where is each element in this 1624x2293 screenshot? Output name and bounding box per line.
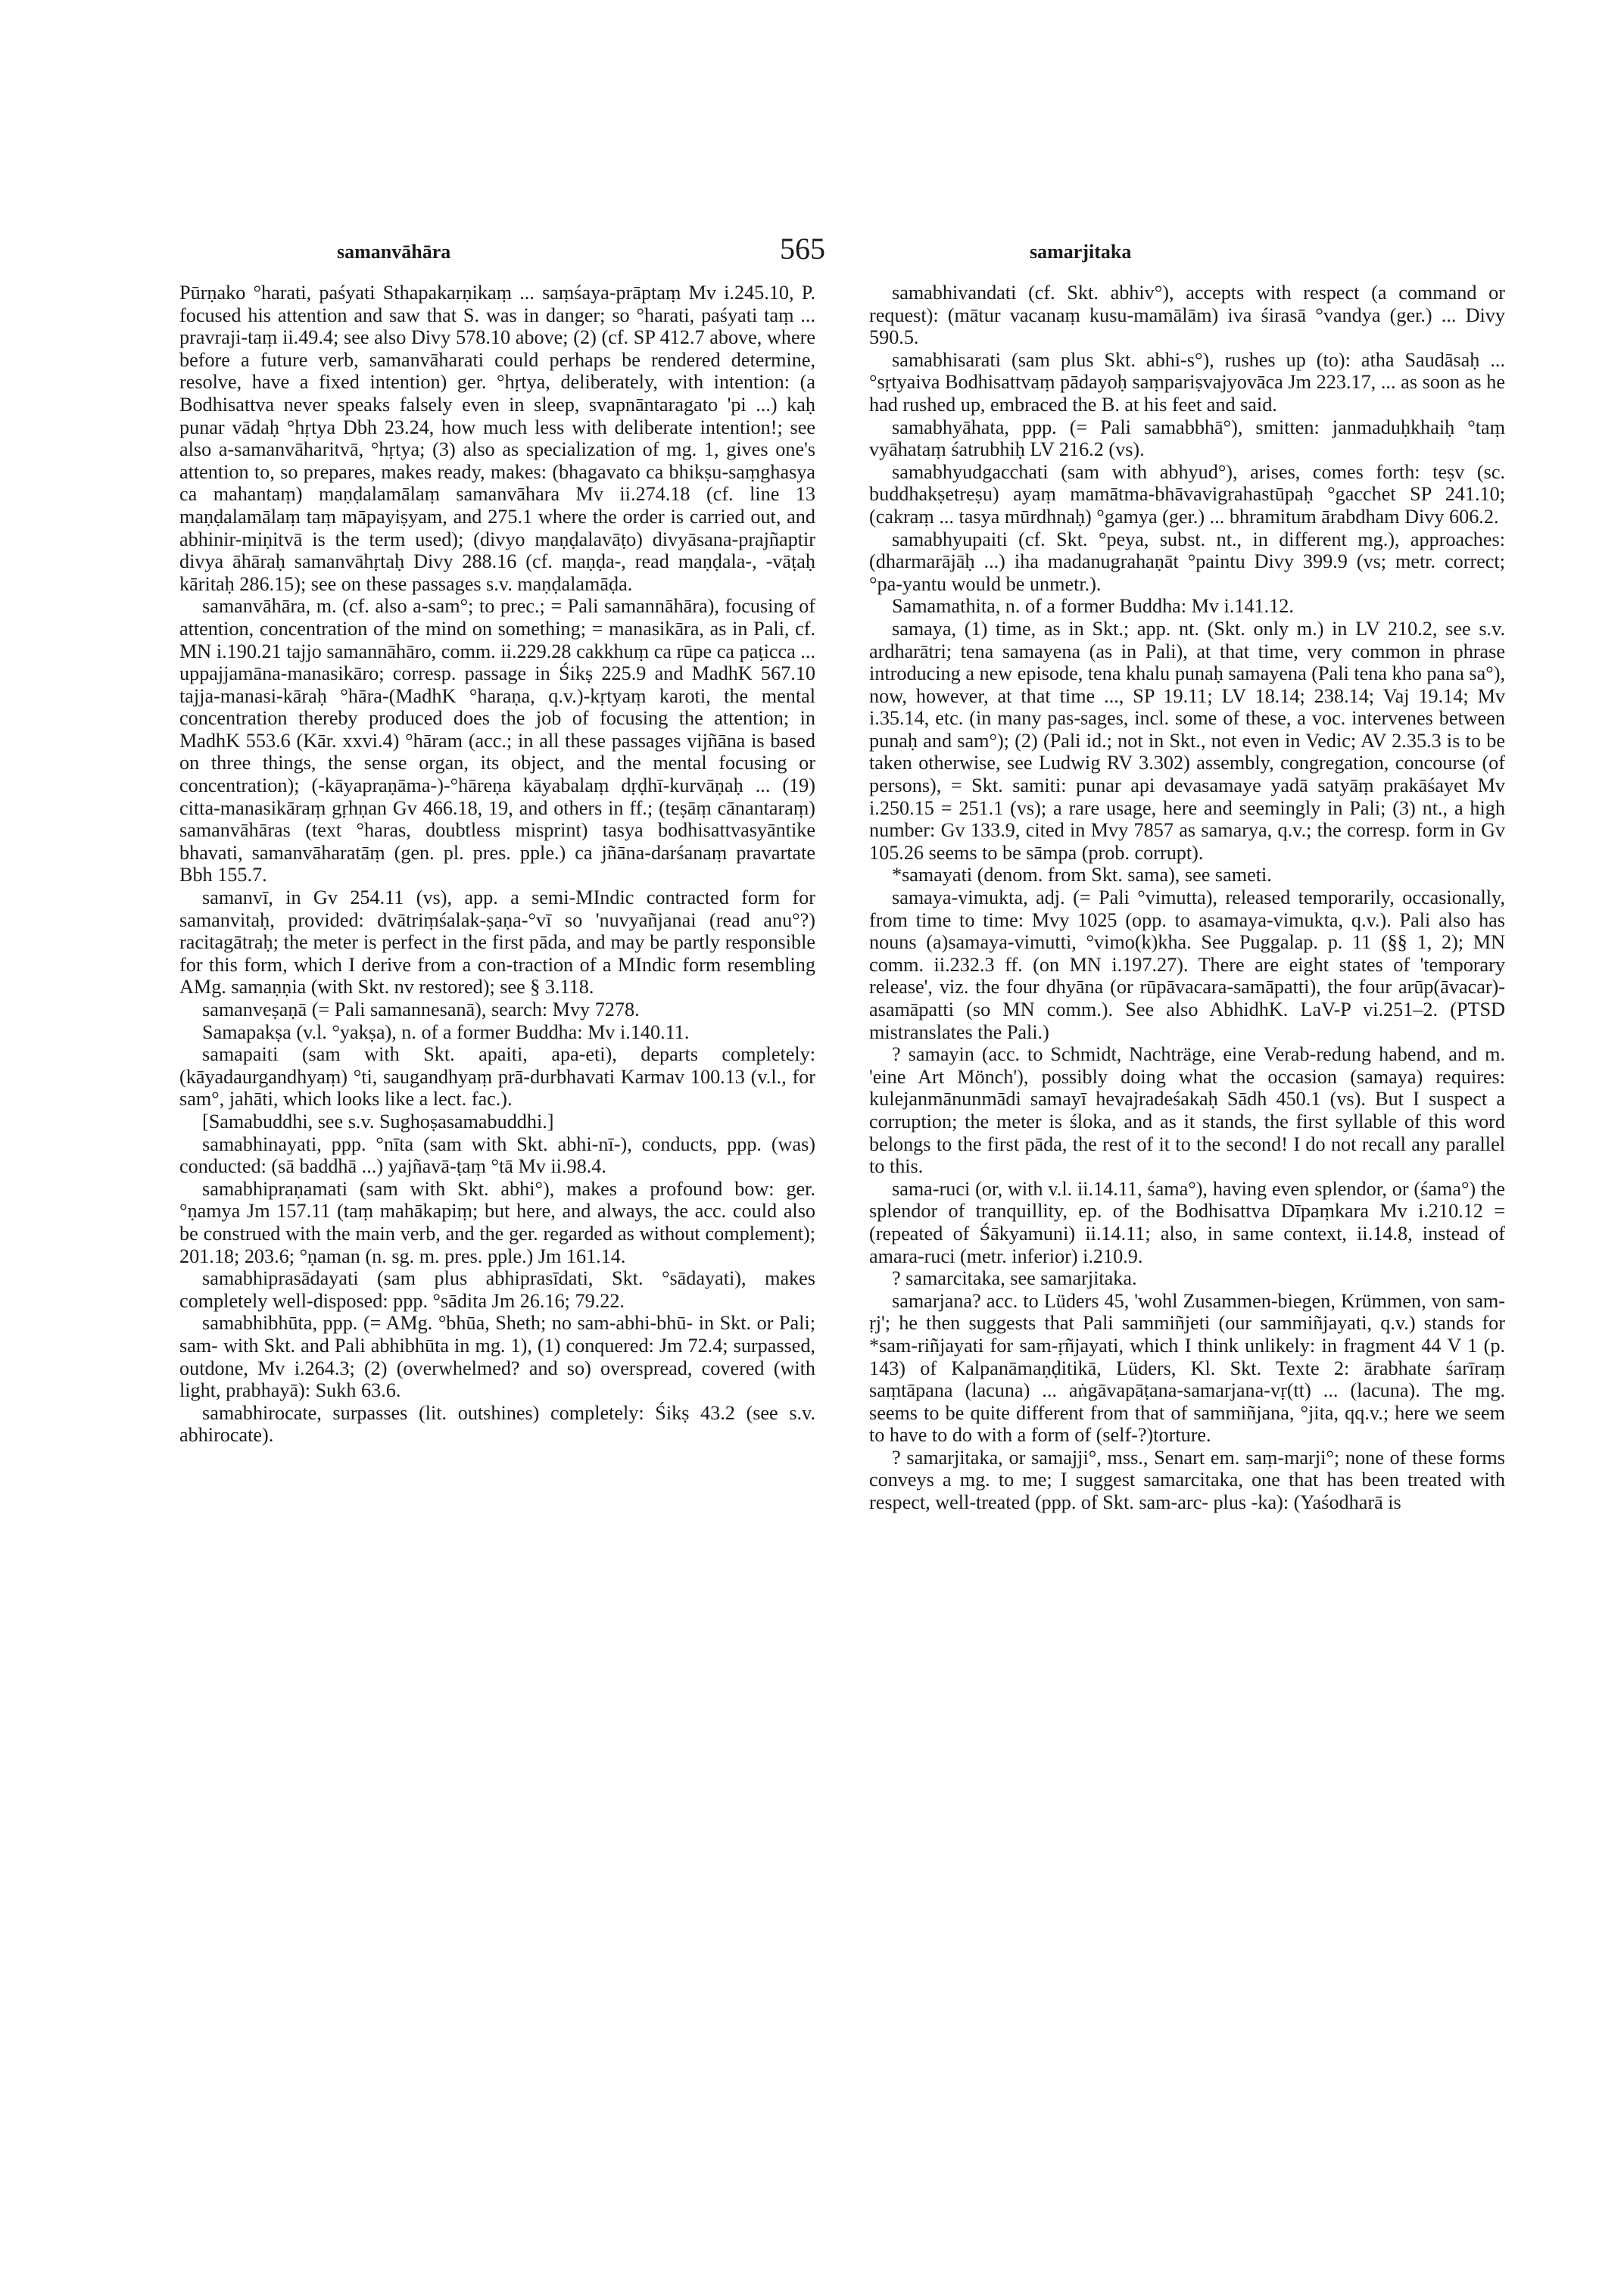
dictionary-entry: samanvī, in Gv 254.11 (vs), app. a semi-MIndic contracted form for samanvitaḥ, provided: dvātriṃśalak-ṣaṇa-°vī so 'nuvyañjanai (read anu°?) racitagātraḥ; the meter is perfect in the first pāda, and may be partly responsible for this form, which I derive from a con-traction of a MIndic form resembling AMg. samaṇṇia (with Skt. nv restored); see § 3.118. (179, 886, 815, 999)
dictionary-entry: ? samarjitaka, or samajji°, mss., Senart em. saṃ-marji°; none of these forms conveys a mg. to me; I suggest samarcitaka, one that has been treated with respect, well-treated (ppp. of Skt. sam-arc- plus -ka): (Yaśodharā is (869, 1446, 1505, 1514)
dictionary-entry: samabhiprasādayati (sam plus abhiprasīdati, Skt. °sādayati), makes completely well-disposed: ppp. °sādita Jm 26.16; 79.22. (179, 1267, 815, 1312)
dictionary-entry: ? samayin (acc. to Schmidt, Nachträge, eine Verab-redung habend, and m. 'eine Art Mönch'), possibly doing what the occasion (samaya) requires: kulejanmānunmādi samayī hevajradeśakaḥ Sādh 450.1 (vs). But I suspect a corruption; the meter is śloka, and as it stands, the first syllable of this word belongs to the first pāda, the rest of it to the second! I do not recall any parallel to this. (869, 1043, 1505, 1178)
page-number: 565 (780, 232, 825, 266)
dictionary-entry: *samayati (denom. from Skt. sama), see sameti. (892, 864, 1272, 886)
dictionary-entry: samabhipraṇamati (sam with Skt. abhi°), makes a profound bow: ger. °ṇamya Jm 157.11 (taṃ mahākapiṃ; but here, and always, the acc. could also be construed with the main verb, and the ger. regarded as without complement); 201.18; 203.6; °ṇaman (n. sg. m. pres. pple.) Jm 161.14. (179, 1177, 815, 1267)
dictionary-entry: Samamathita, n. of a former Buddha: Mv i.141.12. (892, 595, 1294, 618)
dictionary-entry: samaya-vimukta, adj. (= Pali °vimutta), released temporarily, occasionally, from time to time: Mvy 1025 (opp. to asamaya-vimukta, q.v.). Pali also has nouns (a)samaya-vimutti, °vimo(k)kha. See Puggalap. p. 11 (§§ 1, 2); MN comm. ii.232.3 ff. (on MN i.197.27). There are eight states of 'temporary release', viz. the four dhyāna (or rūpāvacara-samāpatti), the four arūp(āvacar)-asamāpatti (so MN comm.). See also AbhidhK. LaV-P vi.251–2. (PTSD mistranslates the Pali.) (869, 886, 1505, 1043)
dictionary-entry: samabhivandati (cf. Skt. abhiv°), accepts with respect (a command or request): (mātur vacanaṃ kusu-mamālām) iva śirasā °vandya (ger.) ... Divy 590.5. (869, 282, 1505, 349)
dictionary-entry: ? samarcitaka, see samarjitaka. (892, 1267, 1137, 1290)
dictionary-entry: samabhyāhata, ppp. (= Pali samabbhā°), smitten: janmaduḥkhaiḥ °taṃ vyāhataṃ śatrubhiḥ LV 216.2 (vs). (869, 416, 1505, 461)
left-column (179, 282, 815, 1447)
dictionary-entry: sama-ruci (or, with v.l. ii.14.11, śama°), having even splendor, or (śama°) the splendor of tranquillity, ep. of the Bodhisattva Dīpaṃkara Mv i.210.12 = (repeated of Śākyamuni) ii.14.11; also, in same context, ii.14.8, instead of amara-ruci (metr. inferior) i.210.9. (869, 1177, 1505, 1267)
dictionary-entry: samabhinayati, ppp. °nīta (sam with Skt. abhi-nī-), conducts, ppp. (was) conducted: (sā baddhā ...) yajñavā-ṭaṃ °tā Mv ii.98.4. (179, 1132, 815, 1178)
dictionary-entry: [Samabuddhi, see s.v. Sughoṣasamabuddhi.] (202, 1110, 554, 1132)
header-left-guideword: samanvāhāra (337, 241, 451, 263)
dictionary-entry: samapaiti (sam with Skt. apaiti, apa-eti), departs completely: (kāyadaurgandhyaṃ) °ti, saugandhyaṃ prā-durbhavati Karmav 100.13 (v.l., for sam°, jahāti, which looks like a lect. fac.). (179, 1043, 815, 1111)
dictionary-entry: samabhisarati (sam plus Skt. abhi-s°), rushes up (to): atha Saudāsaḥ ... °sṛtyaiva Bodhisattvaṃ pādayoḥ saṃpariṣvajyovāca Jm 223.17, ... as soon as he had rushed up, embraced the B. at his feet and said. (869, 348, 1505, 416)
dictionary-entry: samabhyupaiti (cf. Skt. °peya, subst. nt., in different mg.), approaches: (dharmarājāḥ ...) iha madanugrahaṇāt °paintu Divy 399.9 (vs; metr. correct; °pa-yantu would be unmetr.). (869, 528, 1505, 595)
dictionary-entry: Pūrṇako °harati, paśyati Sthapakarṇikaṃ ... saṃśaya-prāptaṃ Mv i.245.10, P. focused his attention and saw that S. was in danger; so °harati, paśyati taṃ ... pravraji-taṃ ii.49.4; see also Divy 578.10 above; (2) (cf. SP 412.7 above, where before a future verb, samanvāharati could perhaps be rendered determine, resolve, have a fixed intention) ger. °hṛtya, deliberately, with intention: (a Bodhisattva never speaks falsely even in sleep, svapnāntaragato 'pi ...) kaḥ punar vādaḥ °hṛtya Dbh 23.24, how much less with deliberate intention!; see also a-samanvāharitvā, °hṛtya; (3) also as specialization of mg. 1, gives one's attention to, so prepares, makes ready, makes: (bhagavato ca bhikṣu-saṃghasya ca mahantaṃ) maṇḍalamālaṃ samanvāhara Mv ii.274.18 (cf. line 13 maṇḍalamālaṃ taṃ māpayiṣyam, and 275.1 where the order is carried out, and abhinir-miṇitvā is the term used); (divyo maṇḍalavāṭo) divyāsana-prajñaptir divya āhāraḥ samanvāhṛtaḥ Divy 288.16 (cf. maṇḍa-, read maṇḍala-, -vāṭaḥ kāritaḥ 286.15); see on these passages s.v. maṇḍalamāḍa. (179, 282, 815, 595)
dictionary-entry: samanvāhāra, m. (cf. also a-sam°; to prec.; = Pali samannāhāra), focusing of attention, concentration of the mind on something; = manasikāra, as in Pali, cf. MN i.190.21 tajjo samannāhāro, comm. ii.229.28 cakkhuṃ ca rūpe ca paṭicca ... uppajjamāna-manasikāro; corresp. passage in Śikṣ 225.9 and MadhK 567.10 tajja-manasi-kāraḥ °hāra-(MadhK °haraṇa, q.v.)-kṛtyaṃ karoti, the mental concentration thereby produced does the job of focusing the attention; in MadhK 553.6 (Kār. xxvi.4) °hāram (acc.; in all these passages vijñāna is based on three things, the sense organ, its object, and the mental focusing or concentration); (-kāyapraṇāma-)-°hāreṇa kāyabalaṃ dṛḍhī-kurvāṇaḥ ... (19) citta-manasikāraṃ gṛhṇan Gv 466.18, 19, and others in ff.; (teṣāṃ cānantaraṃ) samanvāhāras (text °haras, doubtless misprint) tasya bodhisattvasyāntike bhavati, samanvāharatāṃ (gen. pl. pres. pple.) ca jñāna-darśanaṃ pravartate Bbh 155.7. (179, 595, 815, 886)
dictionary-entry: samabhyudgacchati (sam with abhyud°), arises, comes forth: teṣv (sc. buddhakṣetreṣu) ayaṃ mamātma-bhāvavigrahastūpaḥ °gacchet SP 241.10; (cakraṃ ... tasya mūrdhnaḥ) °gamya (ger.) ... bhramitum ārabdham Divy 606.2. (869, 460, 1505, 528)
dictionary-entry: samanveṣaṇā (= Pali samannesanā), search: Mvy 7278. (202, 999, 640, 1020)
dictionary-entry: samarjana? acc. to Lüders 45, 'wohl Zusammen-biegen, Krümmen, von sam-ṛj'; he then suggests that Pali sammiñjeti (our sammiñjayati, q.v.) stands for *sam-riñjayati for sam-ṛñjayati, which I think unlikely: in fragment 44 V 1 (p. 143) of Kalpanāmaṇḍitikā, Lüders, Kl. Skt. Texte 2: ārabhate śarīraṃ saṃtāpana (lacuna) ... aṅgāvapāṭana-samarjana-vṛ(tt) ... (lacuna). The mg. seems to be quite different from that of sammiñjana, °jita, qq.v.; here we seem to have to do with a form of (self-?)torture. (869, 1289, 1505, 1447)
dictionary-entry: samabhibhūta, ppp. (= AMg. °bhūa, Sheth; no sam-abhi-bhū- in Skt. or Pali; sam- with Skt. and Pali abhibhūta in mg. 1), (1) conquered: Jm 72.4; surpassed, outdone, Mv i.264.3; (2) (overwhelmed? and so) overspread, covered (with light, prabhayā): Sukh 63.6. (179, 1312, 815, 1402)
dictionary-entry: Samapakṣa (v.l. °yakṣa), n. of a former Buddha: Mv i.140.11. (202, 1020, 690, 1043)
dictionary-entry: samaya, (1) time, as in Skt.; app. nt. (Skt. only m.) in LV 210.2, see s.v. ardharātri; tena samayena (as in Pali), at that time, very common in phrase introducing a new episode, tena khalu punaḥ samayena (Pali tena kho pana sa°), now, however, at that time ..., SP 19.11; LV 18.14; 238.14; Vaj 19.14; Mv i.35.14, etc. (in many pas-sages, incl. some of these, a voc. intervenes between punaḥ and sam°); (2) (Pali id.; not in Skt., not even in Vedic; AV 2.35.3 is to be taken otherwise, see Ludwig RV 3.302) assembly, congregation, concourse (of persons), = Skt. samiti: punar api devasamaye yadā satyāṃ prakāśayet Mv i.250.15 = 251.1 (vs); a rare usage, here and seemingly in Pali; (3) nt., a high number: Gv 133.9, cited in Mvy 7857 as samarya, q.v.; the corresp. form in Gv 105.26 seems to be sāmpa (prob. corrupt). (869, 617, 1505, 864)
right-column (869, 282, 1505, 1514)
header-right-guideword: samarjitaka (1030, 241, 1132, 263)
dictionary-entry: samabhirocate, surpasses (lit. outshines) completely: Śikṣ 43.2 (see s.v. abhirocate). (179, 1401, 815, 1447)
